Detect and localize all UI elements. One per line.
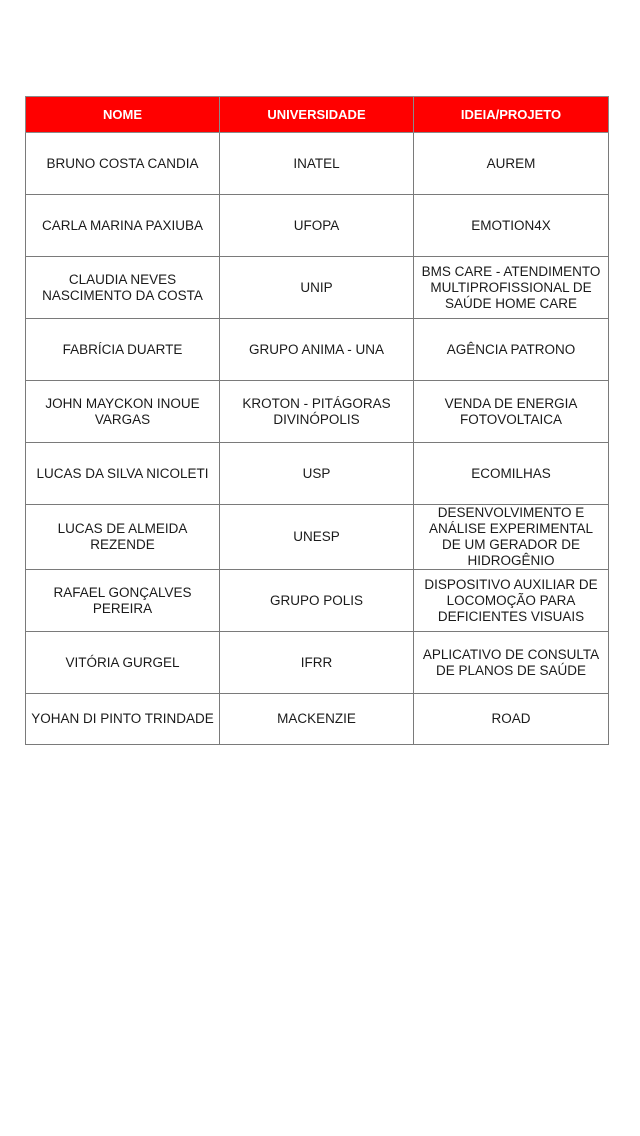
cell-nome: BRUNO COSTA CANDIA	[26, 133, 220, 195]
cell-ideia-projeto: DESENVOLVIMENTO E ANÁLISE EXPERIMENTAL DE UM GERADOR DE HIDROGÊNIO	[414, 505, 609, 570]
cell-nome: VITÓRIA GURGEL	[26, 632, 220, 694]
cell-universidade: INATEL	[220, 133, 414, 195]
cell-universidade: KROTON - PITÁGORAS DIVINÓPOLIS	[220, 381, 414, 443]
table-row	[26, 443, 609, 505]
cell-nome: CARLA MARINA PAXIUBA	[26, 195, 220, 257]
cell-nome: CLAUDIA NEVES NASCIMENTO DA COSTA	[26, 257, 220, 319]
cell-universidade: UNIP	[220, 257, 414, 319]
cell-ideia-projeto: EMOTION4X	[414, 195, 609, 257]
cell-nome: LUCAS DE ALMEIDA REZENDE	[26, 505, 220, 570]
cell-ideia-projeto: ECOMILHAS	[414, 443, 609, 505]
cell-universidade: UNESP	[220, 505, 414, 570]
table-row	[26, 570, 609, 632]
cell-nome: FABRÍCIA DUARTE	[26, 319, 220, 381]
table-row	[26, 381, 609, 443]
cell-ideia-projeto: BMS CARE - ATENDIMENTO MULTIPROFISSIONAL DE SAÚDE HOME CARE	[414, 257, 609, 319]
table-row	[26, 505, 609, 570]
cell-nome: JOHN MAYCKON INOUE VARGAS	[26, 381, 220, 443]
cell-ideia-projeto: AGÊNCIA PATRONO	[414, 319, 609, 381]
table-header-row	[26, 97, 609, 133]
table-row	[26, 632, 609, 694]
cell-universidade: UFOPA	[220, 195, 414, 257]
cell-ideia-projeto: DISPOSITIVO AUXILIAR DE LOCOMOÇÃO PARA DEFICIENTES VISUAIS	[414, 570, 609, 632]
table-row	[26, 133, 609, 195]
header-ideia-projeto: IDEIA/PROJETO	[414, 97, 609, 133]
cell-nome: RAFAEL GONÇALVES PEREIRA	[26, 570, 220, 632]
cell-nome: YOHAN DI PINTO TRINDADE	[26, 694, 220, 745]
table-row	[26, 195, 609, 257]
header-nome: NOME	[26, 97, 220, 133]
table-row	[26, 257, 609, 319]
cell-ideia-projeto: VENDA DE ENERGIA FOTOVOLTAICA	[414, 381, 609, 443]
participants-table-container	[25, 96, 608, 745]
participants-table	[25, 96, 609, 745]
cell-universidade: IFRR	[220, 632, 414, 694]
table-row	[26, 694, 609, 745]
header-universidade: UNIVERSIDADE	[220, 97, 414, 133]
cell-universidade: USP	[220, 443, 414, 505]
cell-universidade: GRUPO POLIS	[220, 570, 414, 632]
cell-ideia-projeto: ROAD	[414, 694, 609, 745]
cell-universidade: MACKENZIE	[220, 694, 414, 745]
cell-nome: LUCAS DA SILVA NICOLETI	[26, 443, 220, 505]
cell-ideia-projeto: AUREM	[414, 133, 609, 195]
cell-ideia-projeto: APLICATIVO DE CONSULTA DE PLANOS DE SAÚDE	[414, 632, 609, 694]
table-row	[26, 319, 609, 381]
cell-universidade: GRUPO ANIMA - UNA	[220, 319, 414, 381]
